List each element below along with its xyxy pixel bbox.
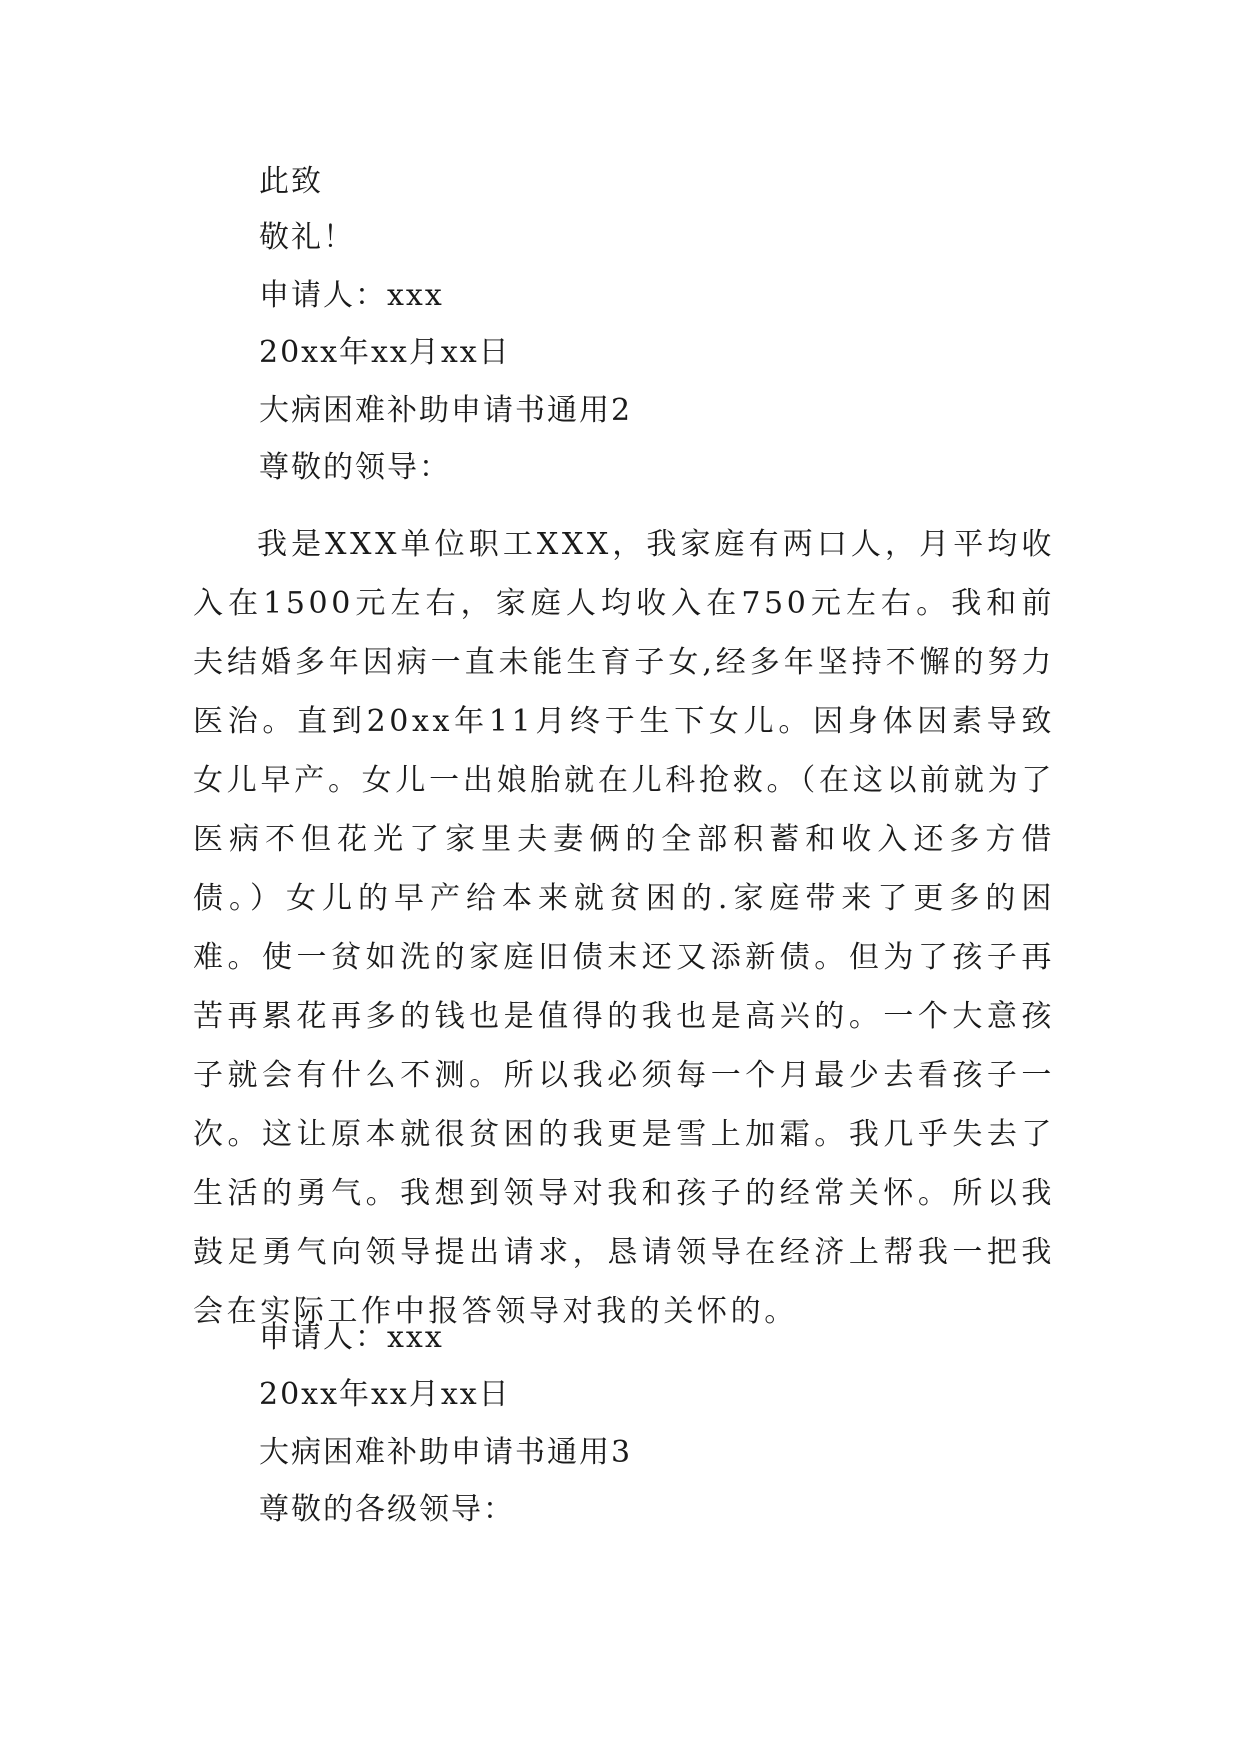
- letter-3-salutation: 尊敬的各级领导：: [259, 1492, 515, 1527]
- letter-2-body: 我是XXX单位职工XXX，我家庭有两口人，月平均收入在1500元左右，家庭人均收入在750元左右。我和前夫结婚多年因病一直未能生育子女,经多年坚持不懈的努力医治。直到20xx年11月终于生下女儿。因身体因素导致女儿早产。女儿一出娘胎就在儿科抢救。（在这以前就为了医病不但花光了家里夫妻俩的全部积蓄和收入还多方借债。）女儿的早产给本来就贫困的.家庭带来了更多的困难。使一贫如洗的家庭旧债末还又添新债。但为了孩子再苦再累花再多的钱也是值得的我也是高兴的。一个大意孩子就会有什么不测。所以我必须每一个月最少去看孩子一次。这让原本就很贫困的我更是雪上加霜。我几乎失去了生活的勇气。我想到领导对我和孩子的经常关怀。所以我鼓足勇气向领导提出请求，恳请领导在经济上帮我一把我会在实际工作中报答领导对我的关怀的。: [193, 527, 1055, 1329]
- closing-greeting-2: 敬礼！: [259, 220, 355, 255]
- letter-2-title: 大病困难补助申请书通用2: [259, 393, 633, 428]
- letter-2-date: 20xx年xx月xx日: [259, 1377, 511, 1412]
- letter-2-salutation: 尊敬的领导：: [259, 450, 451, 485]
- letter-2-applicant: 申请人：xxx: [259, 1320, 444, 1355]
- letter-3-title: 大病困难补助申请书通用3: [259, 1435, 633, 1470]
- closing-applicant: 申请人：xxx: [259, 278, 444, 313]
- closing-date: 20xx年xx月xx日: [259, 335, 511, 370]
- closing-greeting-1: 此致: [259, 164, 323, 199]
